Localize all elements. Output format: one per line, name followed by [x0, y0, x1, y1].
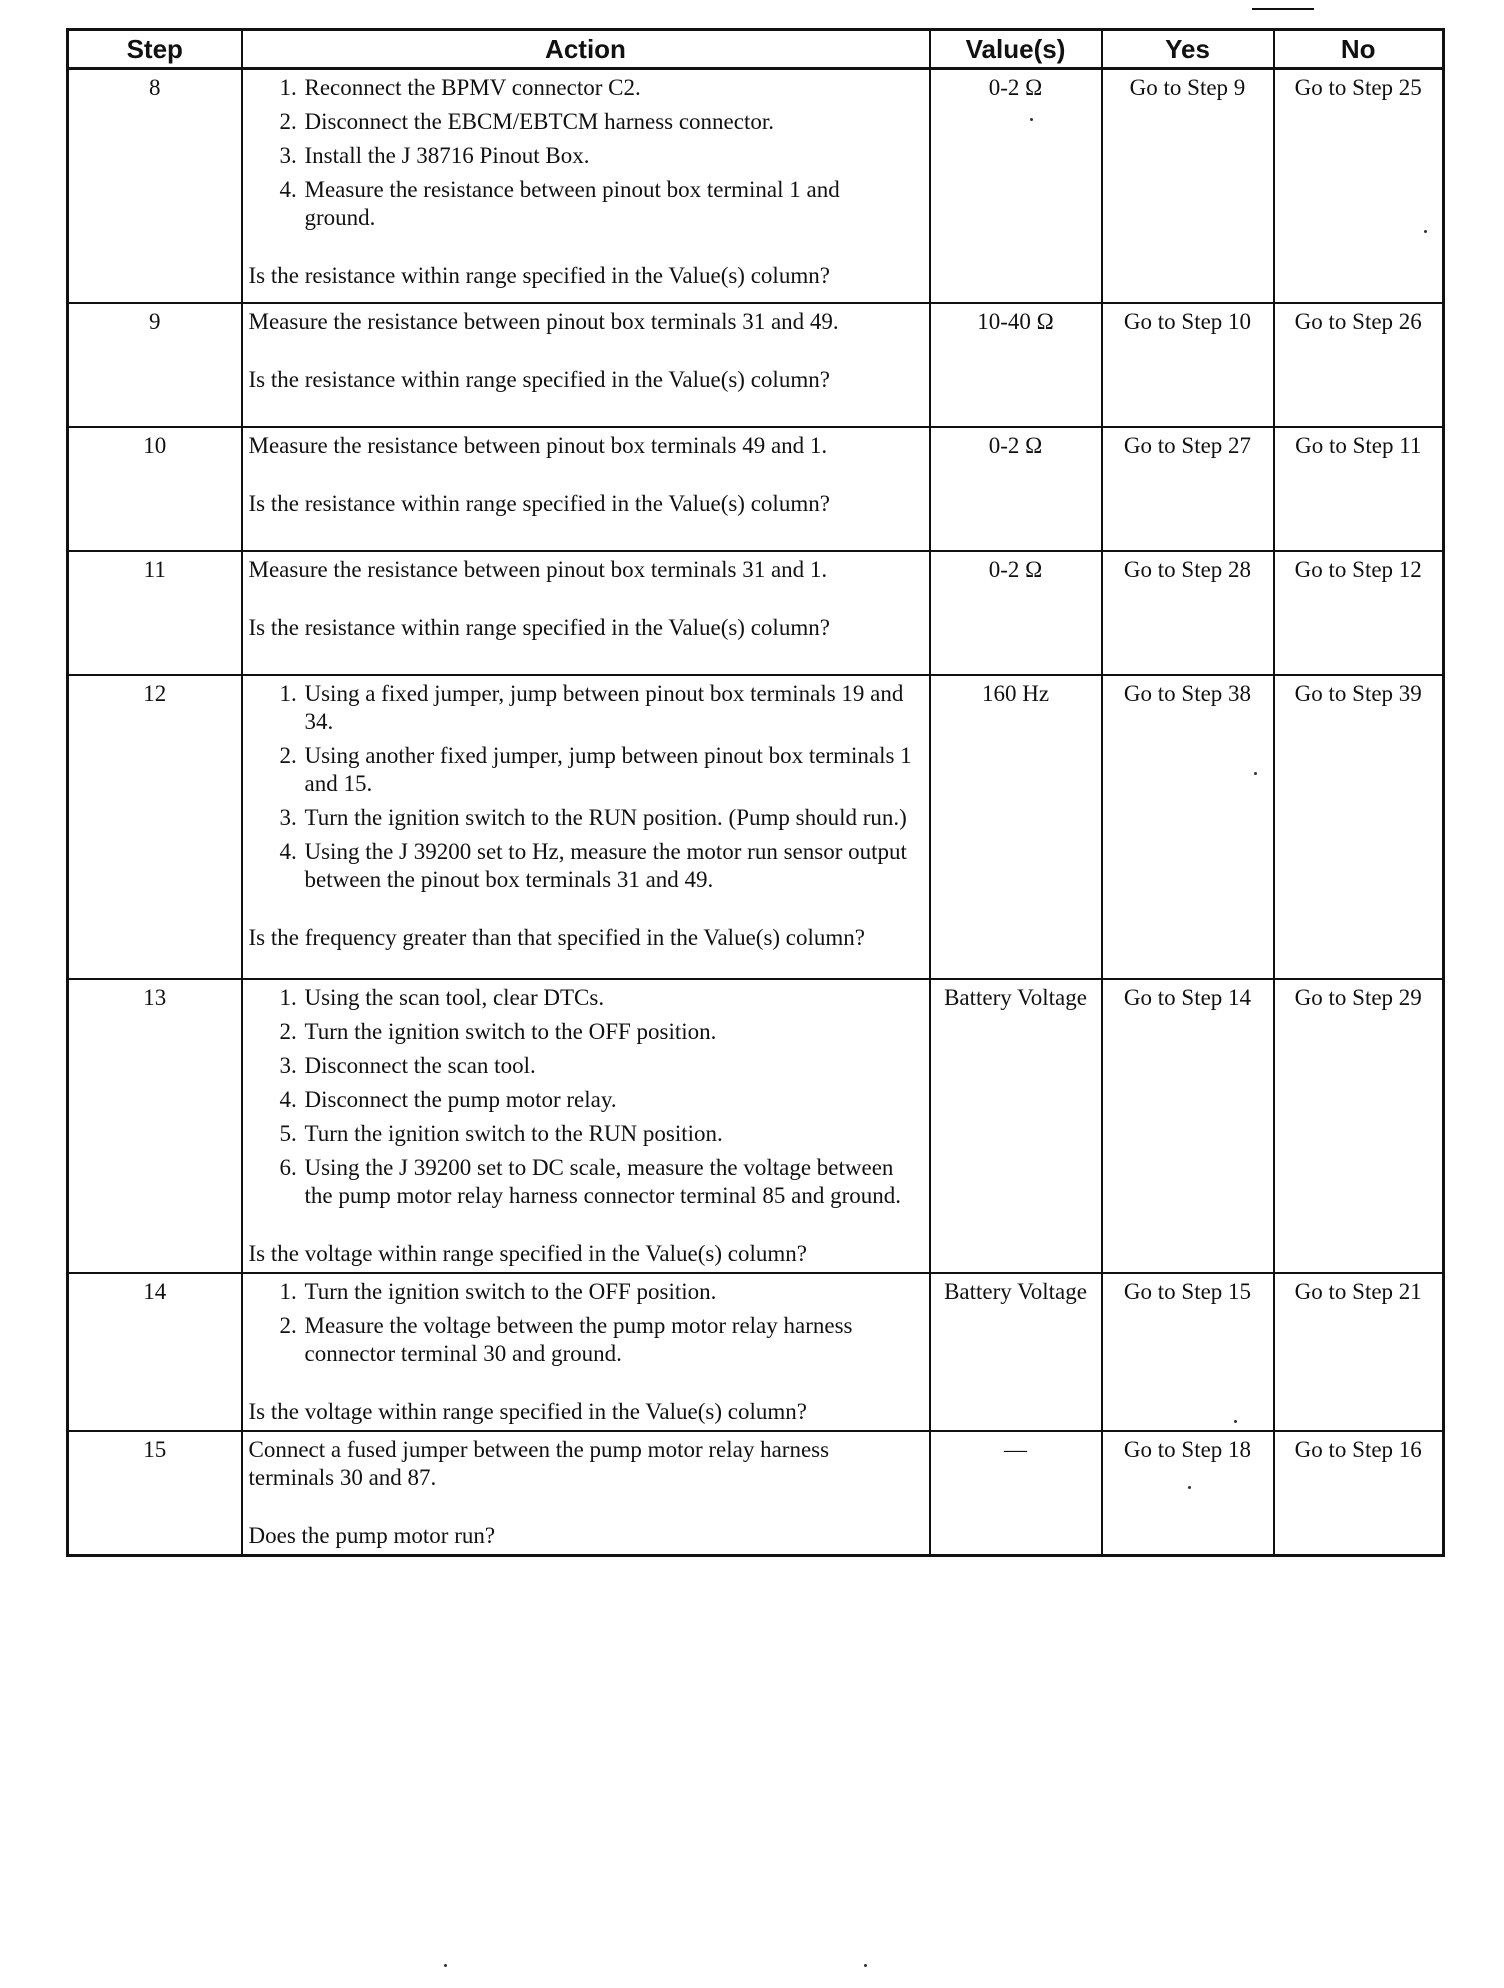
action-question: Is the resistance within range specified in the Value(s) column? [248, 614, 830, 640]
yes-goto: Go to Step 28 [1102, 551, 1274, 675]
action-step: 1. Using a fixed jumper, jump between pinout box terminals 19 and 34. [303, 680, 915, 736]
action-step: 6. Using the J 39200 set to DC scale, measure the voltage between the pump motor relay harness connector terminal 85 and ground. [303, 1154, 915, 1210]
yes-goto: Go to Step 14 [1102, 979, 1274, 1273]
no-goto: Go to Step 21 [1274, 1273, 1444, 1431]
yes-goto: Go to Step 18 [1102, 1431, 1274, 1556]
action-step: 1. Reconnect the BPMV connector C2. [303, 74, 915, 102]
no-goto: Go to Step 29 [1274, 979, 1444, 1273]
step-number: 10 [68, 427, 242, 551]
step-number: 8 [68, 69, 242, 303]
action-cell [242, 1431, 930, 1556]
action-step: 1. Turn the ignition switch to the OFF position. [303, 1278, 915, 1306]
table-header-row [68, 30, 1444, 69]
table-row [68, 1431, 1444, 1556]
value-cell: 0-2 Ω [930, 551, 1102, 675]
column-header-no: No [1274, 30, 1444, 69]
step-number: 11 [68, 551, 242, 675]
action-cell [242, 979, 930, 1273]
action-step: 2. Disconnect the EBCM/EBTCM harness connector. [303, 108, 915, 136]
action-question: Is the frequency greater than that specified in the Value(s) column? [248, 924, 865, 950]
action-question: Is the resistance within range specified in the Value(s) column? [248, 263, 830, 288]
yes-goto: Go to Step 15 [1102, 1273, 1274, 1431]
action-steps-list [249, 680, 915, 894]
action-cell [242, 551, 930, 675]
step-number: 13 [68, 979, 242, 1273]
action-cell [242, 69, 930, 303]
table-row [68, 1273, 1444, 1431]
action-step: 3. Install the J 38716 Pinout Box. [303, 142, 915, 170]
step-number: 12 [68, 675, 242, 979]
step-number: 14 [68, 1273, 242, 1431]
action-step: 4. Measure the resistance between pinout box terminal 1 and ground. [303, 176, 915, 232]
action-text: Measure the resistance between pinout box terminals 31 and 49. [248, 308, 839, 334]
value-cell: — [930, 1431, 1102, 1556]
table-row [68, 427, 1444, 551]
action-step: 3. Disconnect the scan tool. [303, 1052, 915, 1080]
yes-goto: Go to Step 38 [1102, 675, 1274, 979]
scan-speck [444, 1964, 447, 1967]
yes-goto: Go to Step 10 [1102, 303, 1274, 427]
no-goto: Go to Step 11 [1274, 427, 1444, 551]
action-text: Connect a fused jumper between the pump motor relay harness terminals 30 and 87. [248, 1436, 830, 1490]
action-step: 3. Turn the ignition switch to the RUN position. (Pump should run.) [303, 804, 915, 832]
column-header-step: Step [68, 30, 242, 69]
no-goto: Go to Step 26 [1274, 303, 1444, 427]
value-cell: 0-2 Ω [930, 427, 1102, 551]
action-question: Does the pump motor run? [248, 1522, 496, 1548]
action-question: Is the voltage within range specified in the Value(s) column? [248, 1398, 807, 1424]
column-header-action: Action [242, 30, 930, 69]
action-step: 5. Turn the ignition switch to the RUN position. [303, 1120, 915, 1148]
no-goto: Go to Step 25 [1274, 69, 1444, 303]
action-cell [242, 303, 930, 427]
diagnostic-table [66, 28, 1445, 1557]
action-cell [242, 675, 930, 979]
table-row [68, 69, 1444, 303]
step-number: 9 [68, 303, 242, 427]
action-cell [242, 1273, 930, 1431]
column-header-values: Value(s) [930, 30, 1102, 69]
action-text: Measure the resistance between pinout box terminals 49 and 1. [248, 432, 828, 458]
action-steps-list [249, 1278, 915, 1368]
yes-goto: Go to Step 9 [1102, 69, 1274, 303]
action-text: Measure the resistance between pinout box terminals 31 and 1. [248, 556, 828, 582]
no-goto: Go to Step 16 [1274, 1431, 1444, 1556]
step-number: 15 [68, 1431, 242, 1556]
value-cell: 10-40 Ω [930, 303, 1102, 427]
action-step: 1. Using the scan tool, clear DTCs. [303, 984, 915, 1012]
action-question: Is the voltage within range specified in the Value(s) column? [248, 1240, 807, 1266]
scan-speck [864, 1964, 867, 1967]
action-step: 2. Measure the voltage between the pump motor relay harness connector terminal 30 and ground. [303, 1312, 915, 1368]
action-cell [242, 427, 930, 551]
value-cell: Battery Voltage [930, 979, 1102, 1273]
no-goto: Go to Step 12 [1274, 551, 1444, 675]
top-rule [1252, 8, 1314, 10]
action-question: Is the resistance within range specified in the Value(s) column? [248, 366, 830, 392]
table-row [68, 979, 1444, 1273]
action-step: 4. Using the J 39200 set to Hz, measure the motor run sensor output between the pinout box terminals 31 and 49. [303, 838, 915, 894]
value-cell: Battery Voltage [930, 1273, 1102, 1431]
value-cell: 0-2 Ω [930, 69, 1102, 303]
action-step: 2. Turn the ignition switch to the OFF position. [303, 1018, 915, 1046]
action-steps-list [249, 984, 915, 1210]
table-row [68, 675, 1444, 979]
no-goto: Go to Step 39 [1274, 675, 1444, 979]
action-question: Is the resistance within range specified in the Value(s) column? [248, 490, 830, 516]
table-row [68, 551, 1444, 675]
table-row [68, 303, 1444, 427]
action-step: 4. Disconnect the pump motor relay. [303, 1086, 915, 1114]
yes-goto: Go to Step 27 [1102, 427, 1274, 551]
value-cell: 160 Hz [930, 675, 1102, 979]
action-steps-list [249, 74, 915, 232]
action-step: 2. Using another fixed jumper, jump between pinout box terminals 1 and 15. [303, 742, 915, 798]
column-header-yes: Yes [1102, 30, 1274, 69]
